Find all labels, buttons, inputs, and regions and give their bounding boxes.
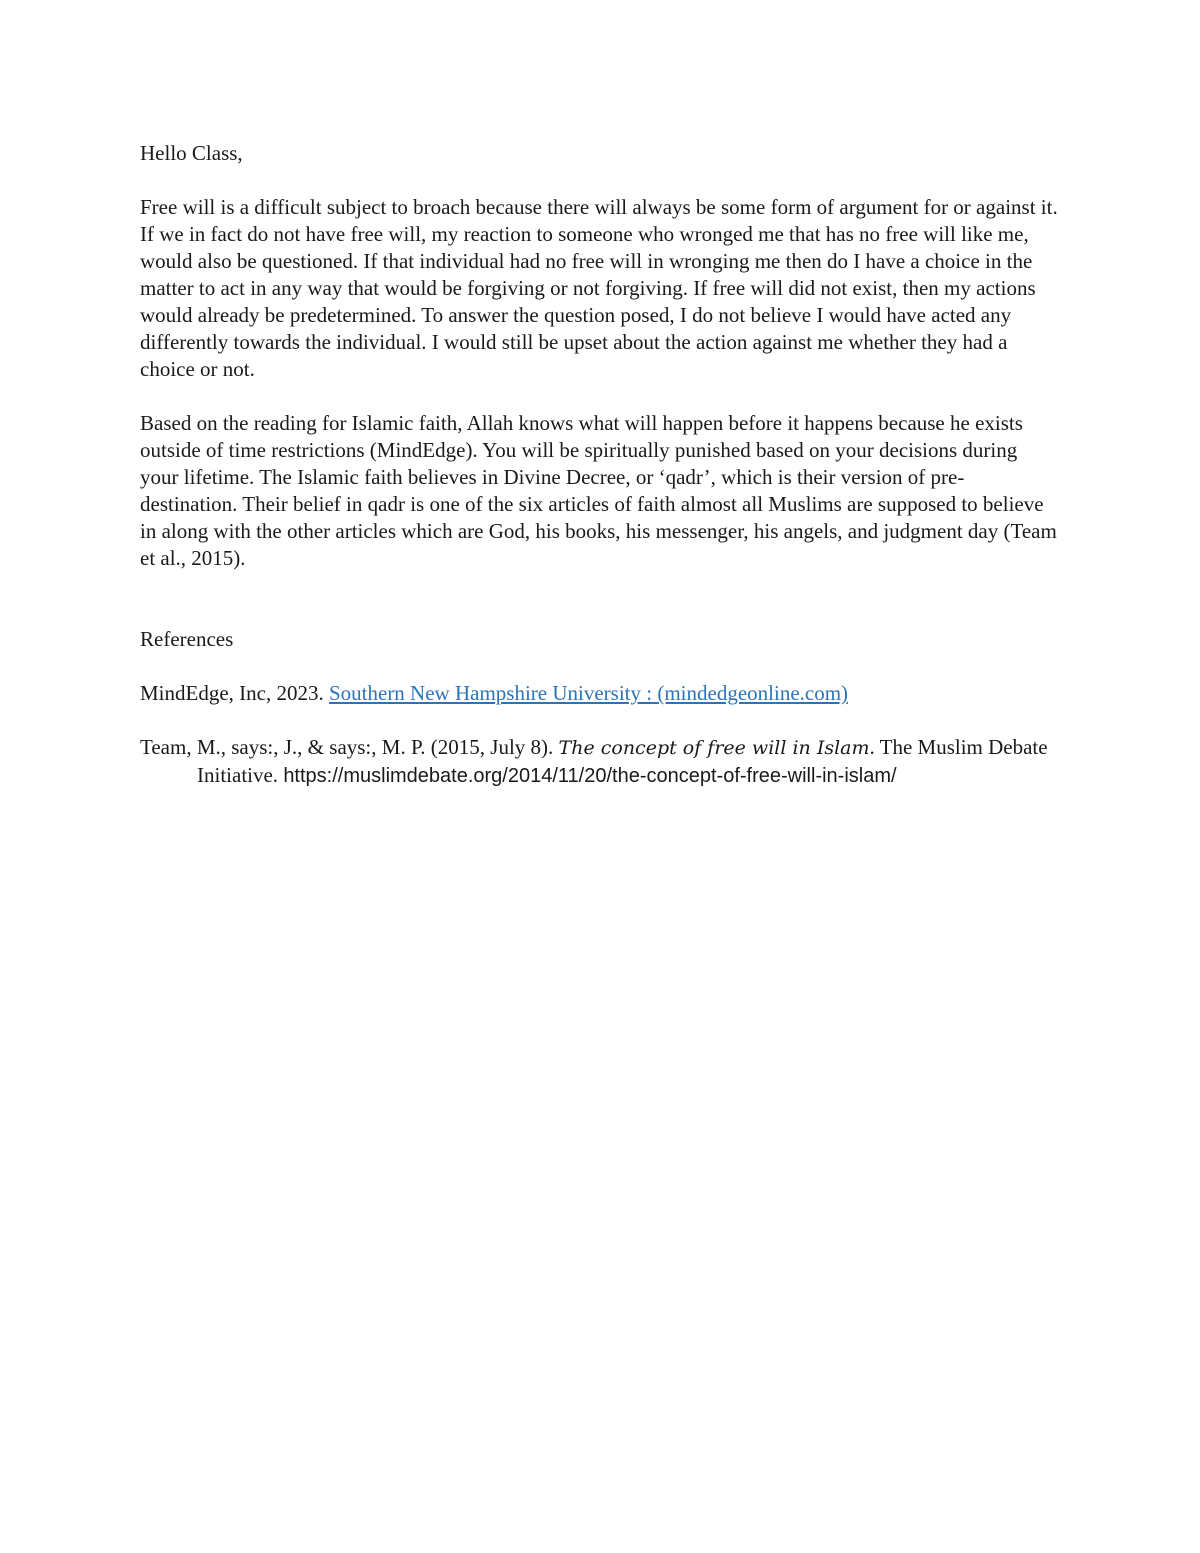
reference-mindedge: [140, 680, 1060, 707]
reference-mindedge-prefix: MindEdge, Inc, 2023.: [140, 681, 329, 705]
reference-mindedge-link[interactable]: Southern New Hampshire University : (mindedgeonline.com): [328, 681, 849, 705]
paragraph-islamic-faith: Based on the reading for Islamic faith, Allah knows what will happen before it happens because he exists outside of time restrictions (MindEdge). You will be spiritually punished based on your decisions during your lifetime. The Islamic faith believes in Divine Decree, or ‘qadr’, which is their version of pre-destination. Their belief in qadr is one of the six articles of faith almost all Muslims are supposed to believe in along with the other articles which are God, his books, his messenger, his angels, and judgment day (Team et al., 2015).: [140, 411, 1057, 570]
reference-team: [140, 734, 1060, 790]
reference-team-publisher: . The Muslim Debate Initiative.: [197, 735, 1048, 787]
reference-team-title: The concept of free will in Islam: [558, 737, 870, 759]
paragraph-free-will: Free will is a difficult subject to broach because there will always be some form of argument for or against it. If we in fact do not have free will, my reaction to someone who wronged me that has no free will like me, would also be questioned. If that individual had no free will in wronging me then do I have a choice in the matter to act in any way that would be forgiving or not forgiving. If free will did not exist, then my actions would already be predetermined. To answer the question posed, I do not believe I would have acted any differently towards the individual. I would still be upset about the action against me whether they had a choice or not.: [140, 195, 1058, 381]
greeting: Hello Class,: [140, 141, 243, 165]
reference-team-url: https://muslimdebate.org/2014/11/20/the-concept-of-free-will-in-islam/: [283, 765, 897, 787]
references-heading: References: [140, 627, 234, 651]
document-body: [140, 140, 1060, 790]
reference-team-authors: Team, M., says:, J., & says:, M. P. (2015, July 8).: [140, 735, 559, 759]
